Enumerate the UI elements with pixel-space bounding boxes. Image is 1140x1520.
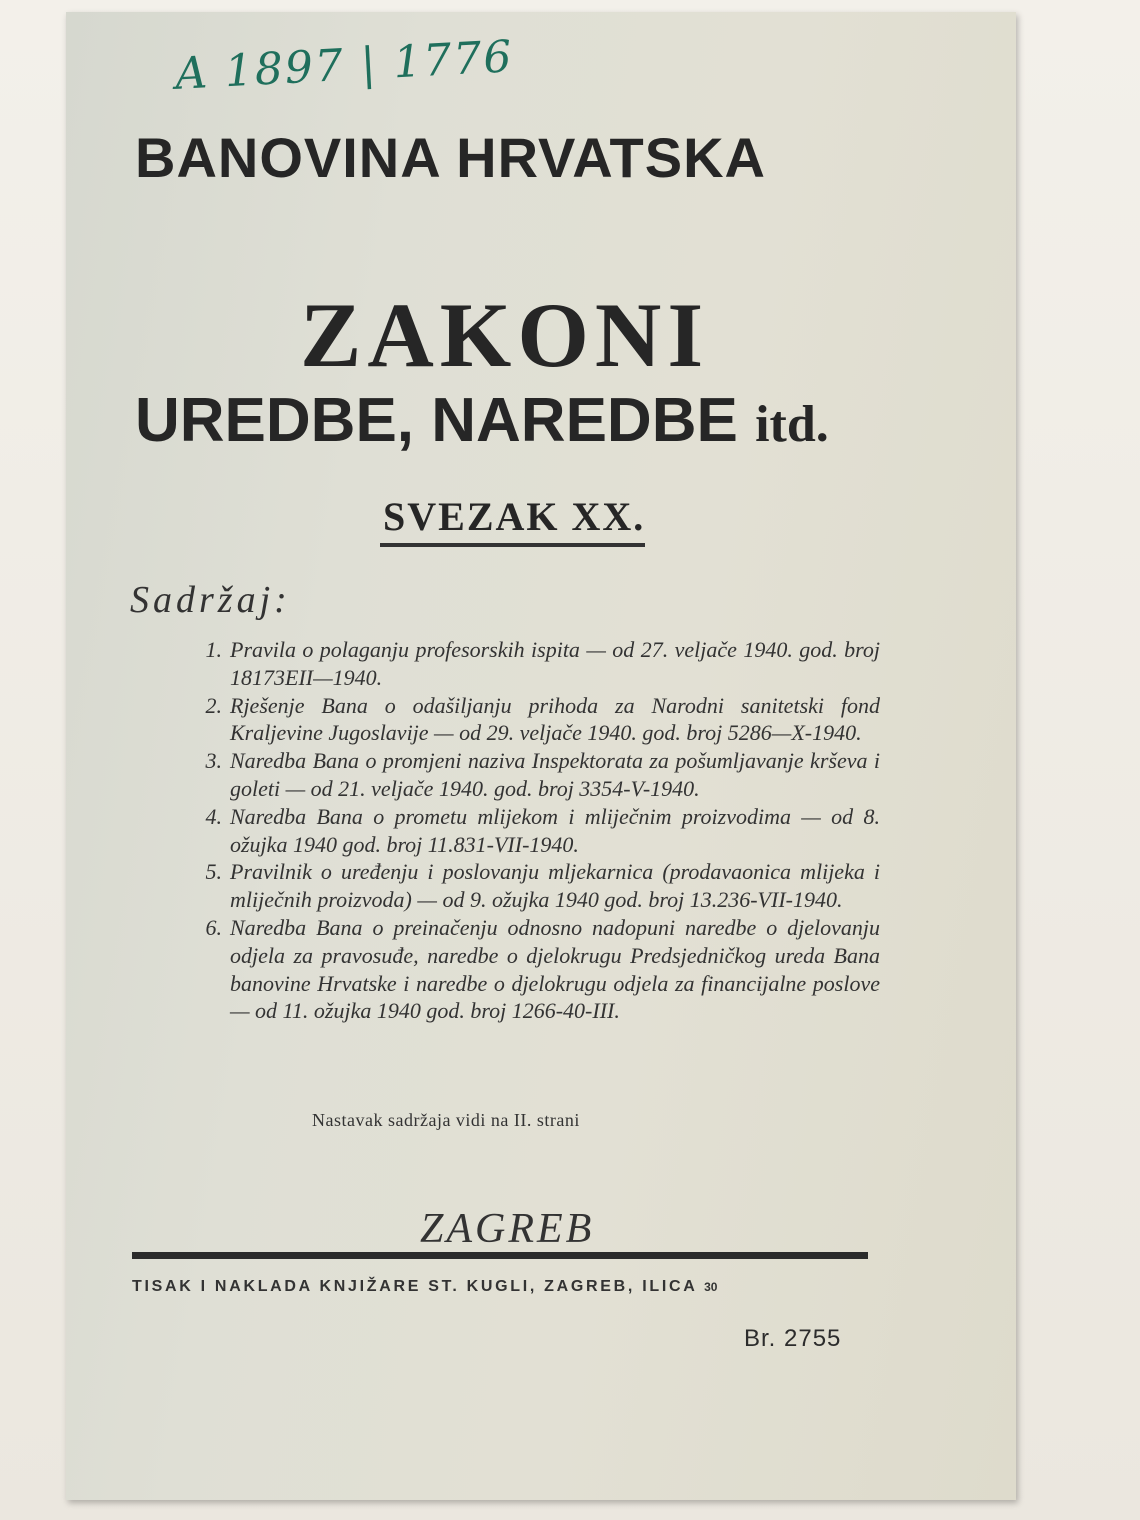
footer-divider <box>132 1252 868 1259</box>
item-number: 2. <box>205 692 222 718</box>
item-number: 4. <box>205 803 222 829</box>
catalog-number: Br. 2755 <box>744 1325 842 1352</box>
subtitle-suffix: itd. <box>755 396 829 453</box>
item-text: Naredba Bana o preinačenju odnosno nadopuni naredbe o djelovanju odjela za pravosuđe, naredbe o djelokrugu Predsjedničkog ureda Bana banovine Hrvatske i naredbe o djelokrugu odjela za financijalne poslove — od 11. ožujka 1940 god. broj 1266-40-III. <box>230 914 880 1024</box>
contents-heading: Sadržaj: <box>130 579 291 621</box>
item-number: 1. <box>205 637 222 662</box>
printer-text: TISAK I NAKLADA KNJIŽARE ST. KUGLI, ZAGREB, ILICA <box>132 1278 697 1295</box>
volume-label: SVEZAK XX. <box>383 494 646 539</box>
printer-number: 30 <box>704 1280 718 1294</box>
list-item <box>170 914 880 1025</box>
item-number: 6. <box>205 914 222 940</box>
item-text: Pravila o polaganju profesorskih ispita — od 27. veljače 1940. god. broj 18173EII—1940. <box>230 637 880 690</box>
volume-underline <box>380 543 645 547</box>
list-item <box>170 858 880 914</box>
list-item <box>170 636 880 692</box>
publisher-title: BANOVINA HRVATSKA <box>135 126 766 189</box>
item-text: Pravilnik o uređenju i poslovanju mljekarnica (prodavaonica mlijeka i mliječnih proizvoda) — od 9. ožujka 1940 god. broj 13.236-VII-1940. <box>230 859 880 913</box>
list-item <box>170 692 880 748</box>
list-item <box>170 747 880 803</box>
continued-note: Nastavak sadržaja vidi na II. strani <box>312 1110 580 1130</box>
printer-imprint <box>132 1278 717 1296</box>
item-text: Rješenje Bana o odašiljanju prihoda za Narodni sanitetski fond Kraljevine Jugoslavije — od 29. veljače 1940. god. broj 5286—X-1940. <box>230 692 880 746</box>
item-number: 3. <box>205 748 222 774</box>
document-subtitle <box>135 385 829 456</box>
subtitle-main: UREDBE, NAREDBE <box>135 386 738 455</box>
contents-list <box>170 636 880 1025</box>
list-item <box>170 803 880 859</box>
document-title: ZAKONI <box>300 284 710 386</box>
item-number: 5. <box>205 859 222 885</box>
city-label: ZAGREB <box>420 1206 595 1252</box>
item-text: Naredba Bana o prometu mlijekom i mliječnim proizvodima — od 8. ožujka 1940 god. broj 11.831-VII-1940. <box>230 803 880 857</box>
item-text: Naredba Bana o promjeni naziva Inspektorata za pošumljavanje krševa i goleti — od 21. veljače 1940. god. broj 3354-V-1940. <box>230 748 880 801</box>
handwritten-inventory-note: A 1897 | 1776 <box>173 31 515 100</box>
